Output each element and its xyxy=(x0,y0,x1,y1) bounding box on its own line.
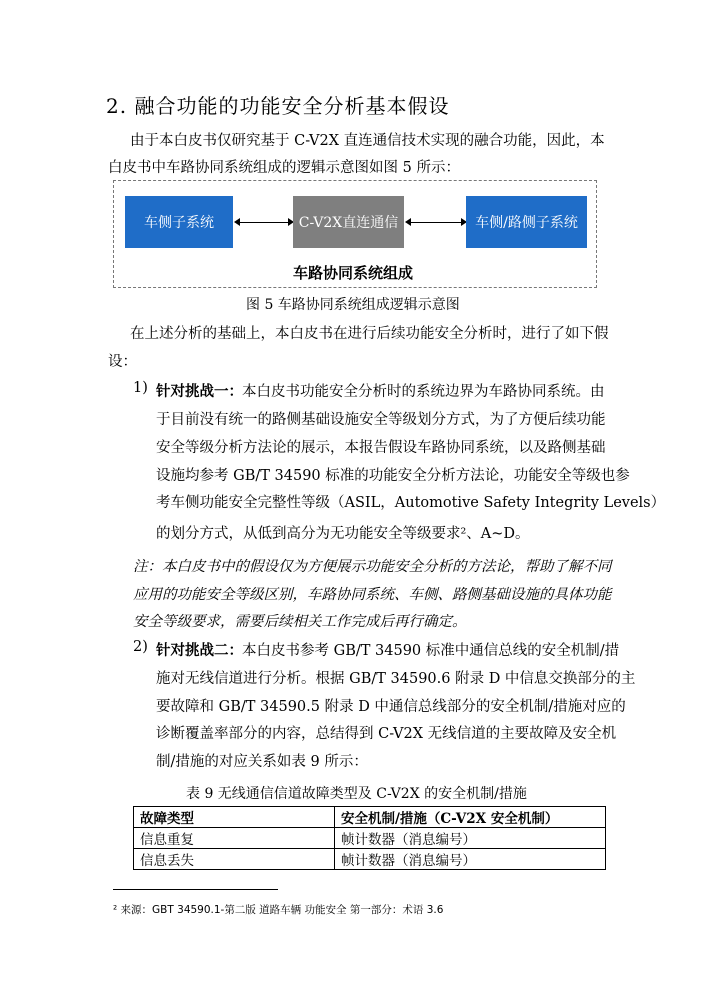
table-cell: 帧计数器（消息编号） xyxy=(335,828,606,849)
cv2x-direct-communication-box: C-V2X直连通信 xyxy=(293,196,404,248)
note-line-1: 注：本白皮书中的假设仅为方便展示功能安全分析的方法论，帮助了解不同 xyxy=(133,559,612,575)
item2-line-1: 本白皮书参考 GB/T 34590 标准中通信总线的安全机制/措 xyxy=(242,643,620,659)
item2-number: 2) xyxy=(133,639,148,655)
item1-line-3: 安全等级分析方法论的展示，本报告假设车路协同系统，以及路侧基础 xyxy=(156,440,606,456)
table-row xyxy=(134,849,606,870)
item1-number: 1) xyxy=(133,380,148,396)
item2-line-4: 诊断覆盖率部分的内容，总结得到 C-V2X 无线信道的主要故障及安全机 xyxy=(156,726,617,742)
table-caption: 表 9 无线通信信道故障类型及 C-V2X 的安全机制/措施 xyxy=(186,786,527,802)
item2-line-3: 要故障和 GB/T 34590.5 附录 D 中通信总线部分的安全机制/措施对应的 xyxy=(156,699,626,715)
item1-line-2: 于目前没有统一的路侧基础设施安全等级划分方式，为了方便后续功能 xyxy=(156,412,606,428)
item2-line-5: 制/措施的对应关系如表 9 所示： xyxy=(156,754,368,770)
lead-line-1: 在上述分析的基础上，本白皮书在进行后续功能安全分析时，进行了如下假 xyxy=(130,326,609,342)
table-cell: 信息丢失 xyxy=(134,849,335,870)
vehicle-road-subsystem-box: 车侧/路侧子系统 xyxy=(466,196,587,248)
item1-line-6: 的划分方式，从低到高分为无功能安全等级要求²、A~D。 xyxy=(156,526,530,542)
intro-line-1: 由于本白皮书仅研究基于 C-V2X 直连通信技术实现的融合功能，因此，本 xyxy=(130,133,605,149)
footnote-rule xyxy=(113,889,278,890)
item2-title: 针对挑战二： xyxy=(156,642,243,659)
bidirectional-arrow-left xyxy=(240,222,288,223)
table-header-cell: 故障类型 xyxy=(134,807,335,828)
note-line-2: 应用的功能安全等级区别，车路协同系统、车侧、路侧基础设施的具体功能 xyxy=(133,587,612,603)
table-cell: 信息重复 xyxy=(134,828,335,849)
item1-title: 针对挑战一： xyxy=(156,383,243,400)
item2-line-2: 施对无线信道进行分析。根据 GB/T 34590.6 附录 D 中信息交换部分的主 xyxy=(156,671,636,687)
item1-line-4: 设施均参考 GB/T 34590 标准的功能安全分析方法论，功能安全等级也参 xyxy=(156,468,630,484)
table-header-cell: 安全机制/措施（C-V2X 安全机制） xyxy=(335,807,606,828)
diagram-group-label: 车路协同系统组成 xyxy=(293,264,414,282)
table-cell: 帧计数器（消息编号） xyxy=(335,849,606,870)
table-row xyxy=(134,828,606,849)
figure-caption: 图 5 车路协同系统组成逻辑示意图 xyxy=(246,297,460,313)
vehicle-subsystem-box: 车侧子系统 xyxy=(125,196,233,248)
intro-line-2: 白皮书中车路协同系统组成的逻辑示意图如图 5 所示： xyxy=(108,160,460,176)
item1-line-1: 本白皮书功能安全分析时的系统边界为车路协同系统。由 xyxy=(242,384,605,400)
lead-line-2: 设： xyxy=(108,354,137,370)
system-diagram xyxy=(113,180,597,288)
note-line-3: 安全等级要求，需要后续相关工作完成后再行确定。 xyxy=(133,614,467,630)
section-heading: 2. 融合功能的功能安全分析基本假设 xyxy=(106,94,450,118)
fault-mechanism-table xyxy=(133,806,606,870)
footnote: ² 来源：GBT 34590.1-第二版 道路车辆 功能安全 第一部分：术语 3.6 xyxy=(113,904,444,916)
table-header-row xyxy=(134,807,606,828)
item1-line-5: 考车侧功能安全完整性等级（ASIL，Automotive Safety Integrity Levels） xyxy=(156,495,666,511)
bidirectional-arrow-right xyxy=(411,222,461,223)
